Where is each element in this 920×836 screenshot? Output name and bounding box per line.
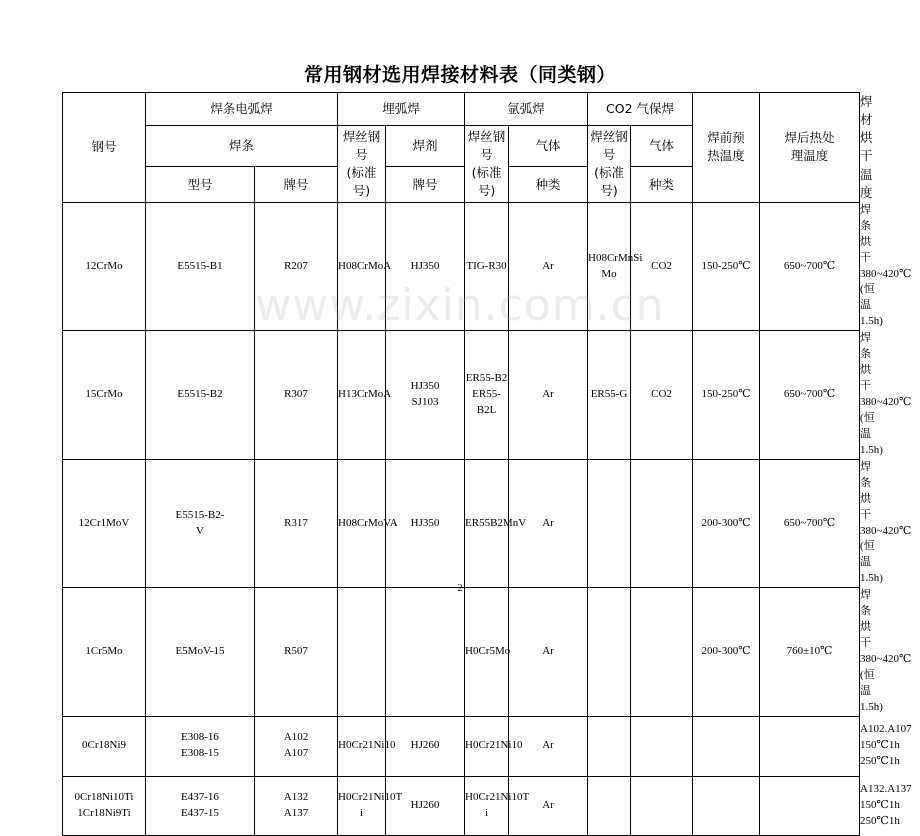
cell-co2-gas — [631, 776, 693, 835]
cell-model: E5515-B1 — [146, 202, 255, 331]
cell-co2-wire: ER55-G — [588, 331, 631, 460]
cell-saw-wire: H13CrMoA — [338, 331, 386, 460]
cell-brand: R317 — [255, 459, 338, 588]
header-preheat: 焊前预 热温度 — [693, 93, 760, 203]
cell-co2-gas: CO2 — [631, 331, 693, 460]
cell-tig-gas: Ar — [509, 459, 588, 588]
header-row-1: 钢号 焊条电弧焊 埋弧焊 氩弧焊 CO2 气保焊 焊前预 热温度 焊后热处 理温度 焊材烘干温 度 — [63, 93, 860, 126]
cell-preheat — [693, 716, 760, 776]
cell-saw-wire — [338, 588, 386, 717]
cell-co2-wire — [588, 459, 631, 588]
header-co2-gas: 气体 — [631, 126, 693, 167]
cell-saw-wire: H0Cr21Ni10T i — [338, 776, 386, 835]
header-electrode: 焊条 — [146, 126, 338, 167]
header-co2-gas-type: 种类 — [631, 167, 693, 202]
header-gas-type: 种类 — [509, 167, 588, 202]
table-row: 12Cr1MoV E5515-B2- V R317 H08CrMoVA HJ350 ER55B2MnV Ar 200-300℃ 650~700℃ 焊条烘干 380~420℃ (恒温 1.5h) — [63, 459, 860, 588]
cell-co2-wire: H08CrMnSi Mo — [588, 202, 631, 331]
cell-tig-wire: TIG-R30 — [465, 202, 509, 331]
cell-steel: 12Cr1MoV — [63, 459, 146, 588]
cell-preheat: 150-250℃ — [693, 331, 760, 460]
cell-steel: 1Cr5Mo — [63, 588, 146, 717]
header-submerged-arc: 埋弧焊 — [338, 93, 465, 126]
cell-tig-wire: ER55-B2 ER55-B2L — [465, 331, 509, 460]
header-model: 型号 — [146, 167, 255, 202]
table-row: 0Cr18Ni10Ti 1Cr18Ni9Ti E437-16 E437-15 A132 A137 H0Cr21Ni10T i HJ260 H0Cr21Ni10T i Ar A132.A137 150℃1h 250℃1h — [63, 776, 860, 835]
cell-co2-wire — [588, 776, 631, 835]
cell-co2-wire — [588, 716, 631, 776]
cell-co2-gas: CO2 — [631, 202, 693, 331]
cell-brand: R507 — [255, 588, 338, 717]
cell-saw-wire: H0Cr21Ni10 — [338, 716, 386, 776]
cell-flux: HJ260 — [386, 776, 465, 835]
watermark: www.zixin.com.cn — [255, 280, 665, 331]
header-flux: 焊剂 — [386, 126, 465, 167]
cell-flux: HJ350 — [386, 459, 465, 588]
cell-model: E5MoV-15 — [146, 588, 255, 717]
header-flux-brand: 牌号 — [386, 167, 465, 202]
table-row: 0Cr18Ni9 E308-16 E308-15 A102 A107 H0Cr21Ni10 HJ260 H0Cr21Ni10 Ar A102.A107 150℃1h 250℃1h — [63, 716, 860, 776]
cell-pwht — [760, 776, 860, 835]
table-row: 12CrMo E5515-B1 R207 H08CrMoA HJ350 TIG-R30 Ar H08CrMnSi Mo CO2 150-250℃ 650~700℃ 焊条烘干 380~420℃ (恒温 1.5h) — [63, 202, 860, 331]
cell-steel: 15CrMo — [63, 331, 146, 460]
cell-steel: 0Cr18Ni10Ti 1Cr18Ni9Ti — [63, 776, 146, 835]
cell-preheat — [693, 776, 760, 835]
header-electrode-arc: 焊条电弧焊 — [146, 93, 338, 126]
table-row: 1Cr5Mo E5MoV-15 R507 H0Cr5Mo Ar 200-300℃ 760±10℃ 焊条烘干 380~420℃ (恒温 1.5h) — [63, 588, 860, 717]
cell-co2-gas — [631, 459, 693, 588]
cell-tig-gas: Ar — [509, 776, 588, 835]
header-saw-wire: 焊丝钢号 (标准号) — [338, 126, 386, 203]
cell-tig-wire: ER55B2MnV — [465, 459, 509, 588]
cell-pwht: 650~700℃ — [760, 202, 860, 331]
cell-flux: HJ350 SJ103 — [386, 331, 465, 460]
page-title: 常用钢材选用焊接材料表（同类钢） — [303, 64, 616, 86]
cell-preheat: 200-300℃ — [693, 459, 760, 588]
header-pwht: 焊后热处 理温度 — [760, 93, 860, 203]
cell-co2-gas — [631, 588, 693, 717]
cell-tig-wire: H0Cr21Ni10 — [465, 716, 509, 776]
cell-brand: R207 — [255, 202, 338, 331]
page-number: 2 — [457, 583, 463, 594]
cell-pwht: 650~700℃ — [760, 459, 860, 588]
header-steel-grade: 钢号 — [63, 93, 146, 203]
cell-model: E437-16 E437-15 — [146, 776, 255, 835]
cell-tig-gas: Ar — [509, 202, 588, 331]
cell-model: E5515-B2- V — [146, 459, 255, 588]
header-brand: 牌号 — [255, 167, 338, 202]
cell-preheat: 200-300℃ — [693, 588, 760, 717]
cell-pwht: 760±10℃ — [760, 588, 860, 717]
cell-brand: A132 A137 — [255, 776, 338, 835]
cell-brand: R307 — [255, 331, 338, 460]
cell-tig-gas: Ar — [509, 588, 588, 717]
cell-steel: 0Cr18Ni9 — [63, 716, 146, 776]
header-gas: 气体 — [509, 126, 588, 167]
header-co2-wire: 焊丝钢号 (标准号) — [588, 126, 631, 203]
cell-co2-gas — [631, 716, 693, 776]
header-tig-wire: 焊丝钢号 (标准号) — [465, 126, 509, 203]
cell-saw-wire: H08CrMoA — [338, 202, 386, 331]
cell-flux: HJ350 — [386, 202, 465, 331]
welding-materials-table — [62, 92, 912, 836]
cell-preheat: 150-250℃ — [693, 202, 760, 331]
cell-steel: 12CrMo — [63, 202, 146, 331]
table-row: 15CrMo E5515-B2 R307 H13CrMoA HJ350 SJ103 ER55-B2 ER55-B2L Ar ER55-G CO2 150-250℃ 650~700℃ 焊条烘干 380~420℃ (恒温 1.5h) — [63, 331, 860, 460]
cell-pwht — [760, 716, 860, 776]
cell-model: E5515-B2 — [146, 331, 255, 460]
header-co2-shielded: CO2 气保焊 — [588, 93, 693, 126]
cell-brand: A102 A107 — [255, 716, 338, 776]
cell-tig-wire: H0Cr5Mo — [465, 588, 509, 717]
cell-tig-gas: Ar — [509, 331, 588, 460]
cell-tig-gas: Ar — [509, 716, 588, 776]
cell-co2-wire — [588, 588, 631, 717]
cell-flux: HJ260 — [386, 716, 465, 776]
cell-saw-wire: H08CrMoVA — [338, 459, 386, 588]
cell-flux — [386, 588, 465, 717]
cell-pwht: 650~700℃ — [760, 331, 860, 460]
header-argon-arc: 氩弧焊 — [465, 93, 588, 126]
cell-tig-wire: H0Cr21Ni10T i — [465, 776, 509, 835]
cell-model: E308-16 E308-15 — [146, 716, 255, 776]
